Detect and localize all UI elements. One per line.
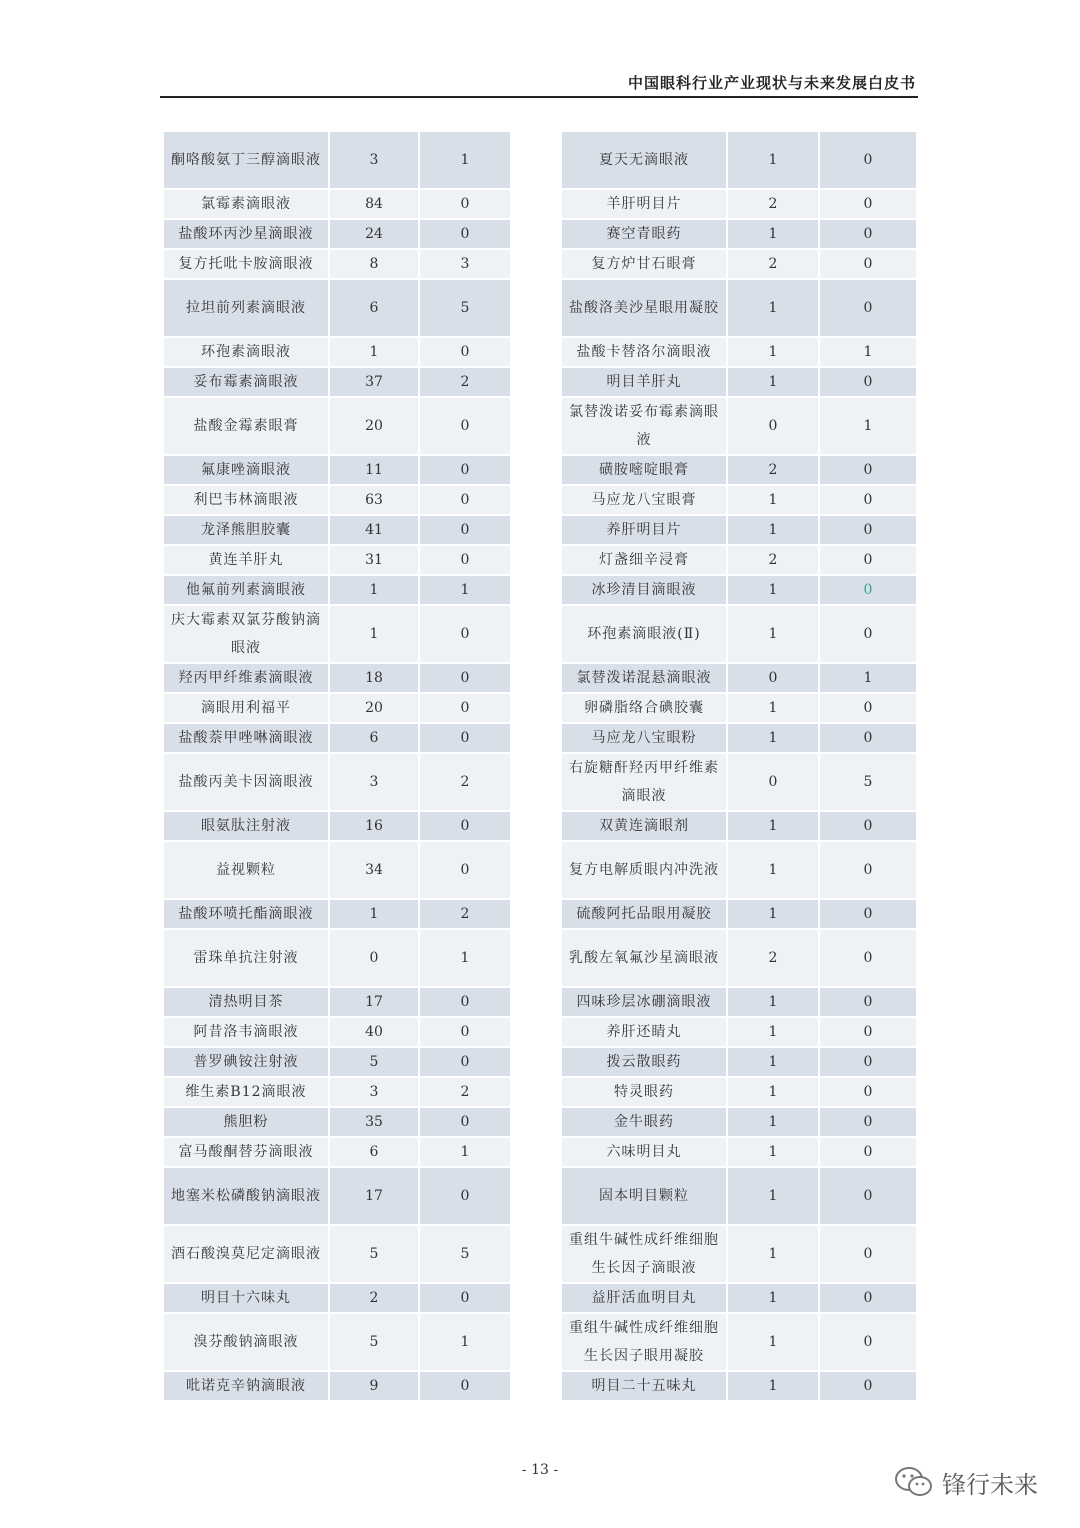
count-b-cell: 0 <box>420 664 510 692</box>
drug-name-cell: 氟康唑滴眼液 <box>164 456 330 484</box>
table-row <box>562 1048 916 1076</box>
table-row <box>164 842 510 898</box>
count-b-cell: 0 <box>820 1108 916 1136</box>
count-a-cell: 1 <box>330 338 420 366</box>
drug-name-cell: 乳酸左氧氟沙星滴眼液 <box>562 930 728 986</box>
count-a-cell: 3 <box>330 1078 420 1106</box>
count-a-cell: 5 <box>330 1314 420 1370</box>
count-a-cell: 3 <box>330 754 420 810</box>
table-row <box>164 1048 510 1076</box>
drug-name-cell: 黄连羊肝丸 <box>164 546 330 574</box>
count-a-cell: 37 <box>330 368 420 396</box>
header-rule <box>160 96 918 98</box>
table-row <box>164 368 510 396</box>
table-row <box>562 398 916 454</box>
table-row <box>562 486 916 514</box>
drug-name-cell: 盐酸环喷托酯滴眼液 <box>164 900 330 928</box>
count-b-cell: 0 <box>420 190 510 218</box>
count-a-cell: 41 <box>330 516 420 544</box>
drug-name-cell: 复方电解质眼内冲洗液 <box>562 842 728 898</box>
count-a-cell: 16 <box>330 812 420 840</box>
count-a-cell: 84 <box>330 190 420 218</box>
count-b-cell: 5 <box>820 754 916 810</box>
table-row <box>164 1018 510 1046</box>
count-b-cell: 0 <box>420 606 510 662</box>
table-row <box>164 930 510 986</box>
count-a-cell: 5 <box>330 1226 420 1282</box>
drug-table-right <box>562 130 916 1402</box>
drug-name-cell: 吡诺克辛钠滴眼液 <box>164 1372 330 1400</box>
drug-name-cell: 盐酸洛美沙星眼用凝胶 <box>562 280 728 336</box>
drug-name-cell: 溴芬酸钠滴眼液 <box>164 1314 330 1370</box>
count-a-cell: 40 <box>330 1018 420 1046</box>
table-row <box>562 724 916 752</box>
table-row <box>164 1168 510 1224</box>
count-a-cell: 1 <box>728 988 820 1016</box>
count-a-cell: 2 <box>330 1284 420 1312</box>
count-b-cell: 0 <box>820 900 916 928</box>
drug-name-cell: 益视颗粒 <box>164 842 330 898</box>
count-b-cell: 1 <box>820 398 916 454</box>
count-b-cell: 0 <box>820 1018 916 1046</box>
drug-name-cell: 右旋糖酐羟丙甲纤维素滴眼液 <box>562 754 728 810</box>
count-a-cell: 20 <box>330 398 420 454</box>
count-b-cell: 2 <box>420 368 510 396</box>
table-row <box>562 988 916 1016</box>
count-b-cell: 2 <box>420 1078 510 1106</box>
count-b-cell: 0 <box>420 398 510 454</box>
count-a-cell: 0 <box>728 398 820 454</box>
count-a-cell: 1 <box>728 1372 820 1400</box>
table-row <box>562 1108 916 1136</box>
count-b-cell: 0 <box>820 606 916 662</box>
count-a-cell: 34 <box>330 842 420 898</box>
count-b-cell: 0 <box>420 1168 510 1224</box>
count-a-cell: 6 <box>330 280 420 336</box>
drug-name-cell: 拉坦前列素滴眼液 <box>164 280 330 336</box>
table-row <box>164 250 510 278</box>
count-b-cell: 0 <box>420 1108 510 1136</box>
drug-name-cell: 四味珍层冰硼滴眼液 <box>562 988 728 1016</box>
drug-name-cell: 普罗碘铵注射液 <box>164 1048 330 1076</box>
drug-name-cell: 酒石酸溴莫尼定滴眼液 <box>164 1226 330 1282</box>
count-a-cell: 1 <box>728 694 820 722</box>
count-a-cell: 1 <box>728 1078 820 1106</box>
count-a-cell: 1 <box>728 724 820 752</box>
count-b-cell: 0 <box>420 694 510 722</box>
table-row <box>562 190 916 218</box>
drug-name-cell: 眼氨肽注射液 <box>164 812 330 840</box>
drug-name-cell: 双黄连滴眼剂 <box>562 812 728 840</box>
table-row <box>164 220 510 248</box>
drug-name-cell: 磺胺嘧啶眼膏 <box>562 456 728 484</box>
table-row <box>164 1284 510 1312</box>
drug-table-left <box>164 130 510 1402</box>
count-b-cell: 0 <box>820 486 916 514</box>
count-a-cell: 11 <box>330 456 420 484</box>
table-row <box>164 694 510 722</box>
drug-name-cell: 明目二十五味丸 <box>562 1372 728 1400</box>
drug-name-cell: 羊肝明目片 <box>562 190 728 218</box>
drug-name-cell: 氯替泼诺混悬滴眼液 <box>562 664 728 692</box>
count-a-cell: 6 <box>330 1138 420 1166</box>
document-header-title: 中国眼科行业产业现状与未来发展白皮书 <box>627 74 916 92</box>
drug-name-cell: 复方托吡卡胺滴眼液 <box>164 250 330 278</box>
count-a-cell: 2 <box>728 456 820 484</box>
drug-name-cell: 庆大霉素双氯芬酸钠滴眼液 <box>164 606 330 662</box>
count-b-cell: 0 <box>820 1314 916 1370</box>
count-a-cell: 8 <box>330 250 420 278</box>
count-b-cell: 1 <box>820 338 916 366</box>
count-a-cell: 1 <box>728 280 820 336</box>
table-row <box>562 516 916 544</box>
table-row <box>562 368 916 396</box>
drug-name-cell: 重组牛碱性成纤维细胞生长因子眼用凝胶 <box>562 1314 728 1370</box>
table-row <box>562 754 916 810</box>
drug-name-cell: 龙泽熊胆胶囊 <box>164 516 330 544</box>
drug-name-cell: 盐酸丙美卡因滴眼液 <box>164 754 330 810</box>
count-b-cell: 0 <box>420 1372 510 1400</box>
drug-name-cell: 酮咯酸氨丁三醇滴眼液 <box>164 132 330 188</box>
table-row <box>562 1018 916 1046</box>
table-row <box>164 1372 510 1400</box>
count-b-cell: 0 <box>820 190 916 218</box>
count-b-cell: 0 <box>820 576 916 604</box>
table-row <box>164 1138 510 1166</box>
count-a-cell: 2 <box>728 250 820 278</box>
count-b-cell: 0 <box>820 724 916 752</box>
drug-name-cell: 明目十六味丸 <box>164 1284 330 1312</box>
table-row <box>164 988 510 1016</box>
drug-name-cell: 复方炉甘石眼膏 <box>562 250 728 278</box>
drug-name-cell: 妥布霉素滴眼液 <box>164 368 330 396</box>
count-b-cell: 0 <box>820 220 916 248</box>
count-a-cell: 18 <box>330 664 420 692</box>
count-a-cell: 1 <box>330 606 420 662</box>
count-b-cell: 1 <box>420 1314 510 1370</box>
table-row <box>562 1168 916 1224</box>
table-row <box>164 664 510 692</box>
count-a-cell: 1 <box>728 1314 820 1370</box>
table-row <box>562 220 916 248</box>
table-row <box>164 486 510 514</box>
count-a-cell: 1 <box>728 812 820 840</box>
count-a-cell: 63 <box>330 486 420 514</box>
drug-name-cell: 卵磷脂络合碘胶囊 <box>562 694 728 722</box>
drug-name-cell: 盐酸萘甲唑啉滴眼液 <box>164 724 330 752</box>
table-row <box>164 190 510 218</box>
count-b-cell: 0 <box>820 930 916 986</box>
drug-name-cell: 养肝明目片 <box>562 516 728 544</box>
drug-name-cell: 环孢素滴眼液(Ⅱ) <box>562 606 728 662</box>
table-row <box>562 930 916 986</box>
table-row <box>562 546 916 574</box>
table-row <box>164 812 510 840</box>
count-b-cell: 1 <box>420 930 510 986</box>
drug-name-cell: 羟丙甲纤维素滴眼液 <box>164 664 330 692</box>
count-a-cell: 1 <box>728 606 820 662</box>
count-a-cell: 1 <box>728 516 820 544</box>
count-b-cell: 3 <box>420 250 510 278</box>
count-b-cell: 0 <box>820 694 916 722</box>
count-b-cell: 0 <box>420 546 510 574</box>
count-a-cell: 3 <box>330 132 420 188</box>
count-a-cell: 1 <box>330 900 420 928</box>
table-row <box>562 1078 916 1106</box>
drug-name-cell: 盐酸金霉素眼膏 <box>164 398 330 454</box>
count-a-cell: 1 <box>330 576 420 604</box>
table-row <box>562 900 916 928</box>
table-row <box>562 576 916 604</box>
drug-name-cell: 盐酸卡替洛尔滴眼液 <box>562 338 728 366</box>
drug-name-cell: 地塞米松磷酸钠滴眼液 <box>164 1168 330 1224</box>
count-b-cell: 0 <box>420 812 510 840</box>
table-row <box>562 280 916 336</box>
count-b-cell: 0 <box>820 842 916 898</box>
count-b-cell: 1 <box>420 132 510 188</box>
count-b-cell: 0 <box>820 1284 916 1312</box>
count-b-cell: 0 <box>820 812 916 840</box>
count-a-cell: 1 <box>728 1048 820 1076</box>
count-a-cell: 0 <box>728 754 820 810</box>
drug-name-cell: 灯盏细辛浸膏 <box>562 546 728 574</box>
drug-name-cell: 冰珍清目滴眼液 <box>562 576 728 604</box>
drug-name-cell: 益肝活血明目丸 <box>562 1284 728 1312</box>
count-b-cell: 0 <box>420 456 510 484</box>
table-row <box>164 516 510 544</box>
table-row <box>164 724 510 752</box>
table-row <box>164 1078 510 1106</box>
drug-name-cell: 熊胆粉 <box>164 1108 330 1136</box>
table-row <box>562 664 916 692</box>
table-row <box>164 338 510 366</box>
drug-name-cell: 明目羊肝丸 <box>562 368 728 396</box>
table-row <box>562 812 916 840</box>
count-b-cell: 0 <box>420 516 510 544</box>
table-row <box>562 1138 916 1166</box>
table-row <box>164 1108 510 1136</box>
count-a-cell: 1 <box>728 368 820 396</box>
count-b-cell: 1 <box>820 664 916 692</box>
count-b-cell: 5 <box>420 280 510 336</box>
count-a-cell: 1 <box>728 338 820 366</box>
count-b-cell: 0 <box>820 988 916 1016</box>
count-b-cell: 0 <box>420 1284 510 1312</box>
table-row <box>562 694 916 722</box>
drug-name-cell: 环孢素滴眼液 <box>164 338 330 366</box>
count-b-cell: 0 <box>820 132 916 188</box>
count-a-cell: 17 <box>330 988 420 1016</box>
count-b-cell: 0 <box>820 280 916 336</box>
count-a-cell: 1 <box>728 1108 820 1136</box>
table-row <box>164 900 510 928</box>
drug-name-cell: 特灵眼药 <box>562 1078 728 1106</box>
table-row <box>562 606 916 662</box>
watermark <box>894 1462 1038 1502</box>
table-row <box>164 1314 510 1370</box>
table-row <box>562 132 916 188</box>
drug-name-cell: 维生素B12滴眼液 <box>164 1078 330 1106</box>
count-a-cell: 1 <box>728 1284 820 1312</box>
table-row <box>562 842 916 898</box>
drug-name-cell: 他氟前列素滴眼液 <box>164 576 330 604</box>
count-b-cell: 0 <box>420 486 510 514</box>
drug-name-cell: 富马酸酮替芬滴眼液 <box>164 1138 330 1166</box>
count-a-cell: 2 <box>728 546 820 574</box>
drug-name-cell: 氯替泼诺妥布霉素滴眼液 <box>562 398 728 454</box>
count-a-cell: 5 <box>330 1048 420 1076</box>
count-b-cell: 0 <box>820 546 916 574</box>
drug-name-cell: 夏天无滴眼液 <box>562 132 728 188</box>
count-a-cell: 1 <box>728 1138 820 1166</box>
drug-name-cell: 重组牛碱性成纤维细胞生长因子滴眼液 <box>562 1226 728 1282</box>
drug-name-cell: 清热明目茶 <box>164 988 330 1016</box>
page-number: - 13 - <box>521 1462 559 1478</box>
count-b-cell: 1 <box>420 1138 510 1166</box>
table-row <box>164 576 510 604</box>
count-b-cell: 0 <box>820 1138 916 1166</box>
table-row <box>562 1226 916 1282</box>
count-a-cell: 1 <box>728 1226 820 1282</box>
count-a-cell: 1 <box>728 132 820 188</box>
count-b-cell: 0 <box>820 1078 916 1106</box>
count-a-cell: 17 <box>330 1168 420 1224</box>
count-a-cell: 1 <box>728 220 820 248</box>
table-row <box>164 280 510 336</box>
count-a-cell: 9 <box>330 1372 420 1400</box>
count-b-cell: 0 <box>420 1048 510 1076</box>
count-b-cell: 0 <box>820 1168 916 1224</box>
count-b-cell: 0 <box>820 1048 916 1076</box>
count-b-cell: 0 <box>820 1372 916 1400</box>
drug-name-cell: 六味明目丸 <box>562 1138 728 1166</box>
count-b-cell: 0 <box>420 338 510 366</box>
count-b-cell: 0 <box>420 842 510 898</box>
drug-name-cell: 赛空青眼药 <box>562 220 728 248</box>
count-a-cell: 35 <box>330 1108 420 1136</box>
count-a-cell: 1 <box>728 576 820 604</box>
count-a-cell: 1 <box>728 486 820 514</box>
table-row <box>164 606 510 662</box>
count-a-cell: 1 <box>728 842 820 898</box>
drug-name-cell: 阿昔洛韦滴眼液 <box>164 1018 330 1046</box>
count-b-cell: 0 <box>820 368 916 396</box>
count-a-cell: 31 <box>330 546 420 574</box>
table-row <box>562 1284 916 1312</box>
count-a-cell: 0 <box>728 664 820 692</box>
table-row <box>164 398 510 454</box>
count-a-cell: 0 <box>330 930 420 986</box>
count-b-cell: 0 <box>820 1226 916 1282</box>
drug-name-cell: 马应龙八宝眼膏 <box>562 486 728 514</box>
count-b-cell: 0 <box>420 988 510 1016</box>
drug-name-cell: 氯霉素滴眼液 <box>164 190 330 218</box>
drug-name-cell: 养肝还睛丸 <box>562 1018 728 1046</box>
count-b-cell: 0 <box>820 456 916 484</box>
table-row <box>164 456 510 484</box>
table-row <box>562 1372 916 1400</box>
drug-name-cell: 固本明目颗粒 <box>562 1168 728 1224</box>
table-row <box>164 546 510 574</box>
count-a-cell: 2 <box>728 930 820 986</box>
watermark-text: 锋行未来 <box>942 1470 1038 1499</box>
table-row <box>562 338 916 366</box>
count-a-cell: 1 <box>728 1168 820 1224</box>
drug-name-cell: 马应龙八宝眼粉 <box>562 724 728 752</box>
wechat-icon <box>894 1465 934 1499</box>
count-b-cell: 0 <box>820 516 916 544</box>
count-a-cell: 1 <box>728 900 820 928</box>
count-a-cell: 20 <box>330 694 420 722</box>
table-row <box>164 132 510 188</box>
count-a-cell: 24 <box>330 220 420 248</box>
drug-name-cell: 金牛眼药 <box>562 1108 728 1136</box>
count-b-cell: 5 <box>420 1226 510 1282</box>
count-a-cell: 1 <box>728 1018 820 1046</box>
count-b-cell: 0 <box>420 724 510 752</box>
count-b-cell: 0 <box>420 1018 510 1046</box>
drug-name-cell: 硫酸阿托品眼用凝胶 <box>562 900 728 928</box>
table-row <box>562 1314 916 1370</box>
drug-name-cell: 雷珠单抗注射液 <box>164 930 330 986</box>
count-b-cell: 0 <box>420 220 510 248</box>
table-row <box>562 456 916 484</box>
drug-name-cell: 利巴韦林滴眼液 <box>164 486 330 514</box>
count-a-cell: 6 <box>330 724 420 752</box>
drug-name-cell: 滴眼用利福平 <box>164 694 330 722</box>
count-b-cell: 0 <box>820 250 916 278</box>
count-b-cell: 2 <box>420 754 510 810</box>
table-row <box>562 250 916 278</box>
count-b-cell: 2 <box>420 900 510 928</box>
table-row <box>164 1226 510 1282</box>
table-row <box>164 754 510 810</box>
drug-name-cell: 盐酸环丙沙星滴眼液 <box>164 220 330 248</box>
count-b-cell: 1 <box>420 576 510 604</box>
drug-name-cell: 拨云散眼药 <box>562 1048 728 1076</box>
count-a-cell: 2 <box>728 190 820 218</box>
